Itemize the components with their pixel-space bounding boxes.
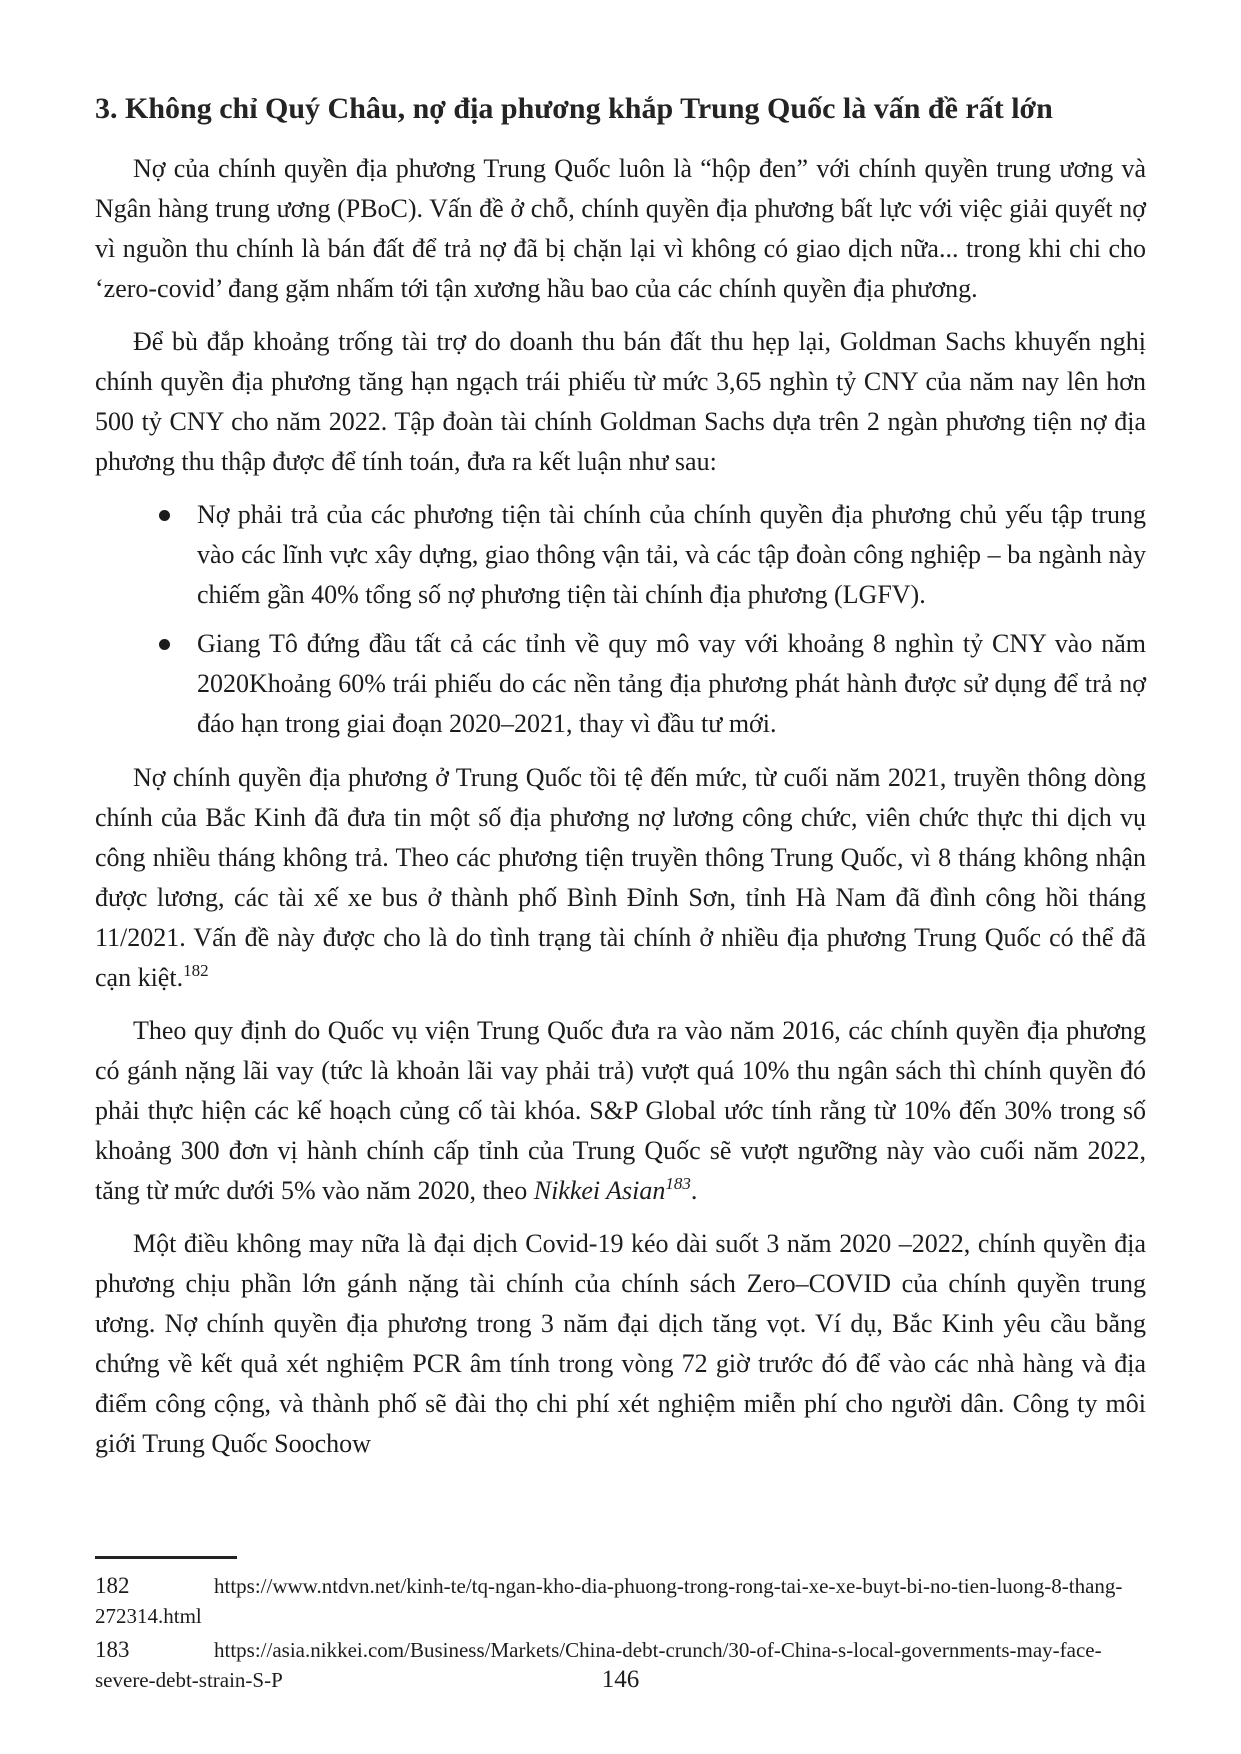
bullet-text: Nợ phải trả của các phương tiện tài chính của chính quyền địa phương chủ yếu tập trung vào các lĩnh vực xây dựng, giao thông vận tải, và các tập đoàn công nghiệp – ba ngành này chiếm gần 40% tổng số nợ phương tiện tài chính địa phương (LGFV).	[197, 500, 1146, 609]
bullet-text: Giang Tô đứng đầu tất cả các tỉnh về quy mô vay với khoảng 8 nghìn tỷ CNY vào năm 2020Khoảng 60% trái phiếu do các nền tảng địa phương phát hành được sử dụng để trả nợ đáo hạn trong giai đoạn 2020–2021, thay vì đầu tư mới.	[197, 629, 1146, 738]
paragraph-4	[95, 1011, 1146, 1211]
paragraph-5: Một điều không may nữa là đại dịch Covid-19 kéo dài suốt 3 năm 2020 –2022, chính quyền địa phương chịu phần lớn gánh nặng tài chính của chính sách Zero–COVID của chính quyền trung ương. Nợ chính quyền địa phương trong 3 năm đại dịch tăng vọt. Ví dụ, Bắc Kinh yêu cầu bằng chứng về kết quả xét nghiệm PCR âm tính trong vòng 72 giờ trước đó để vào các nhà hàng và địa điểm công cộng, và thành phố sẽ đài thọ chi phí xét nghiệm miễn phí cho người dân. Công ty môi giới Trung Quốc Soochow	[95, 1229, 1146, 1458]
paragraph-text: Theo quy định do Quốc vụ viện Trung Quốc đưa ra vào năm 2016, các chính quyền địa phương có gánh nặng lãi vay (tức là khoản lãi vay phải trả) vượt quá 10% thu ngân sách thì chính quyền đó phải thực hiện các kế hoạch củng cố tài khóa. S&P Global ước tính rằng từ 10% đến 30% trong số khoảng 300 đơn vị hành chính cấp tỉnh của Trung Quốc sẽ vượt ngưỡng này vào cuối năm 2022, tăng từ mức dưới 5% vào năm 2020, theo	[95, 1016, 1146, 1205]
footnote-number: 183	[95, 1637, 130, 1662]
page-content	[95, 90, 1146, 1477]
section-heading: 3. Không chỉ Quý Châu, nợ địa phương khắp Trung Quốc là vấn đề rất lớn	[95, 92, 1053, 125]
list-item	[95, 495, 1146, 615]
bullet-list	[95, 495, 1146, 744]
footnote-url: https://www.ntdvn.net/kinh-te/tq-ngan-kho-dia-phuong-trong-rong-tai-xe-xe-buyt-bi-no-tien-luong-8-thang-272314.html	[95, 1574, 1123, 1628]
paragraph-text: Nợ chính quyền địa phương ở Trung Quốc tồi tệ đến mức, từ cuối năm 2021, truyền thông dòng chính của Bắc Kinh đã đưa tin một số địa phương nợ lương công chức, viên chức thực thi dịch vụ công nhiều tháng không trả. Theo các phương tiện truyền thông Trung Quốc, vì 8 tháng không nhận được lương, các tài xế xe bus ở thành phố Bình Đỉnh Sơn, tỉnh Hà Nam đã đình công hồi tháng 11/2021. Vấn đề này được cho là do tình trạng tài chính ở nhiều địa phương Trung Quốc có thể đã cạn kiệt.	[95, 763, 1146, 992]
list-item	[95, 624, 1146, 744]
footnote-reference-183: 183	[665, 1174, 691, 1193]
footnote-number: 182	[95, 1573, 130, 1598]
paragraph-3	[95, 758, 1146, 998]
bullet-icon	[159, 510, 170, 521]
footnote-url: https://asia.nikkei.com/Business/Markets/China-debt-crunch/30-of-China-s-local-governments-may-face-severe-debt-strain-S-P	[95, 1638, 1102, 1692]
footnote-182	[95, 1571, 1146, 1631]
page-number: 146	[601, 1666, 640, 1693]
paragraph-2: Để bù đắp khoảng trống tài trợ do doanh thu bán đất thu hẹp lại, Goldman Sachs khuyến nghị chính quyền địa phương tăng hạn ngạch trái phiếu từ mức 3,65 nghìn tỷ CNY của năm nay lên hơn 500 tỷ CNY cho năm 2022. Tập đoàn tài chính Goldman Sachs dựa trên 2 ngàn phương tiện nợ địa phương thu thập được để tính toán, đưa ra kết luận như sau:	[95, 327, 1146, 476]
footnote-reference-182: 182	[183, 961, 209, 980]
bullet-icon	[159, 639, 170, 650]
footnote-separator	[95, 1556, 237, 1559]
paragraph-1: Nợ của chính quyền địa phương Trung Quốc luôn là “hộp đen” với chính quyền trung ương và Ngân hàng trung ương (PBoC). Vấn đề ở chỗ, chính quyền địa phương bất lực với việc giải quyết nợ vì nguồn thu chính là bán đất để trả nợ đã bị chặn lại vì không có giao dịch nữa... trong khi chi cho ‘zero-covid’ đang gặm nhấm tới tận xương hầu bao của các chính quyền địa phương.	[95, 154, 1146, 303]
publication-name: Nikkei Asian	[533, 1176, 666, 1205]
paragraph-text-tail: .	[690, 1176, 698, 1205]
